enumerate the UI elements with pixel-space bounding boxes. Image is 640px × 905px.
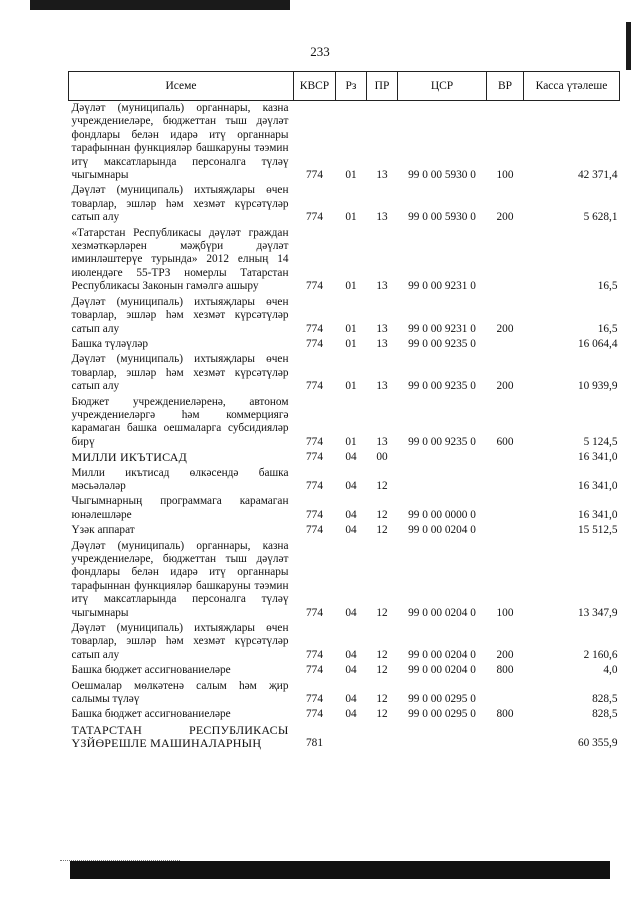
row-csr: 99 0 00 5930 0 (408, 211, 476, 224)
row-amount: 828,5 (592, 708, 618, 721)
row-rz: 04 (345, 508, 357, 521)
row-amount: 16 064,4 (577, 337, 618, 350)
row-pr: 12 (376, 708, 388, 721)
table-row (69, 337, 620, 352)
row-vr: 800 (496, 664, 514, 677)
row-vr: 100 (496, 169, 514, 182)
row-vr (487, 337, 524, 352)
row-vr: 200 (496, 211, 514, 224)
row-rz: 01 (345, 280, 357, 293)
row-vr (487, 466, 524, 495)
row-rz: 04 (345, 664, 357, 677)
row-csr: 99 0 00 9231 0 (408, 280, 476, 293)
row-pr: 13 (376, 169, 388, 182)
table-row (69, 679, 620, 708)
row-rz: 01 (345, 169, 357, 182)
table-row (69, 295, 620, 337)
row-csr: 99 0 00 5930 0 (408, 169, 476, 182)
row-name: Чыгымнарның программага карамаган юнәлешләре (71, 495, 289, 521)
scan-edge-top (30, 0, 290, 10)
row-rz: 04 (345, 648, 357, 661)
row-amount: 10 939,9 (577, 380, 618, 393)
row-amount: 2 160,6 (583, 648, 618, 661)
row-amount: 15 512,5 (577, 524, 618, 537)
row-vr: 200 (496, 380, 514, 393)
row-kvsr: 774 (306, 337, 323, 350)
table-row (69, 466, 620, 495)
table-row (69, 723, 620, 752)
row-vr (487, 523, 524, 538)
row-name: Дәүләт (муниципаль) органнары, казна учреждениеләре, бюджеттан тыш дәүләт фондлары белән идарә итү органнары тарафыннан функцияләр башкаруны тәэмин итү максатларында персоналга түләү чыгымнары (71, 102, 289, 182)
row-rz: 01 (345, 322, 357, 335)
row-vr: 200 (496, 648, 514, 661)
row-vr: 200 (496, 322, 514, 335)
row-pr: 12 (376, 606, 388, 619)
row-amount: 16 341,0 (577, 508, 618, 521)
row-name: Милли икътисад өлкәсендә башка мәсьәләләр (71, 466, 289, 492)
table-row (69, 101, 620, 184)
row-vr (487, 450, 524, 465)
row-csr: 99 0 00 0204 0 (408, 606, 476, 619)
table-row (69, 523, 620, 538)
row-kvsr: 774 (306, 606, 323, 619)
row-name: Дәүләт (муниципаль) ихтыяҗлары өчен товарлар, эшләр һәм хезмәт күрсәтүләр сатып алу (71, 353, 289, 393)
row-csr: 99 0 00 9235 0 (408, 337, 476, 350)
row-vr: 800 (496, 708, 514, 721)
row-rz: 04 (345, 479, 357, 492)
row-amount: 5 124,5 (583, 435, 618, 448)
budget-table (68, 71, 620, 752)
row-kvsr: 774 (306, 648, 323, 661)
row-kvsr: 774 (306, 169, 323, 182)
row-rz: 01 (345, 211, 357, 224)
row-kvsr: 774 (306, 435, 323, 448)
row-name: Дәүләт (муниципаль) ихтыяҗлары өчен товарлар, эшләр һәм хезмәт күрсәтүләр сатып алу (71, 295, 289, 335)
table-row (69, 450, 620, 465)
table-body (69, 101, 620, 752)
row-pr (367, 723, 398, 752)
row-kvsr: 774 (306, 211, 323, 224)
table-row (69, 707, 620, 722)
row-name: Дәүләт (муниципаль) органнары, казна учреждениеләре, бюджеттан тыш дәүләт фондлары белән идарә итү органнары тарафыннан функцияләр башкаруны тәэмин итү максатларында персоналга түләү чыгымнары (71, 539, 289, 619)
row-pr: 00 (376, 451, 388, 464)
row-name: Дәүләт (муниципаль) ихтыяҗлары өчен товарлар, эшләр һәм хезмәт күрсәтүләр сатып алу (71, 184, 289, 224)
row-csr (398, 723, 487, 752)
row-kvsr: 774 (306, 524, 323, 537)
header-csr: ЦСР (398, 72, 487, 101)
row-kvsr: 781 (306, 737, 323, 750)
row-vr (487, 494, 524, 523)
row-name: МИЛЛИ ИКЪТИСАД (71, 450, 187, 465)
row-rz: 04 (345, 708, 357, 721)
row-name: Үзәк аппарат (71, 524, 135, 537)
row-kvsr: 774 (306, 664, 323, 677)
row-csr: 99 0 00 9235 0 (408, 435, 476, 448)
table-row (69, 395, 620, 451)
row-name: Башка бюджет ассигнованиеләре (71, 708, 231, 721)
row-name: Бюджет учреждениеләренә, автоном учреждениеләргә һәм коммерциягә карамаган башка оешмаларга субсидияләр бирү (71, 395, 289, 448)
row-rz: 04 (345, 451, 357, 464)
table-row (69, 494, 620, 523)
row-csr: 99 0 00 0295 0 (408, 708, 476, 721)
row-amount: 4,0 (603, 664, 618, 677)
table-row (69, 352, 620, 394)
row-amount: 60 355,9 (577, 737, 618, 750)
row-csr: 99 0 00 0295 0 (408, 693, 476, 706)
row-amount: 5 628,1 (583, 211, 618, 224)
row-pr: 12 (376, 664, 388, 677)
table-header-row (69, 72, 620, 101)
row-rz: 04 (345, 524, 357, 537)
row-csr (398, 450, 487, 465)
row-pr: 12 (376, 508, 388, 521)
row-vr: 600 (496, 435, 514, 448)
table-row (69, 226, 620, 295)
row-name: Дәүләт (муниципаль) ихтыяҗлары өчен товарлар, эшләр һәм хезмәт күрсәтүләр сатып алу (71, 622, 289, 661)
header-kvsr: КВСР (294, 72, 336, 101)
row-kvsr: 774 (306, 479, 323, 492)
row-vr (487, 723, 524, 752)
header-kassa: Касса үтәлеше (524, 72, 620, 101)
row-rz: 04 (345, 693, 357, 706)
header-rz: Рз (336, 72, 367, 101)
row-csr: 99 0 00 0000 0 (408, 508, 476, 521)
row-pr: 13 (376, 211, 388, 224)
row-pr: 12 (376, 693, 388, 706)
table-row (69, 183, 620, 225)
row-name: «Татарстан Республикасы дәүләт граждан хезмәткәрләрен мәҗбүри дәүләт иминләштерүе турында» 2012 елның 14 июлендәге 55-ТРЗ номерлы Татарстан Республикасы Законын гамәлгә ашыру (71, 226, 289, 293)
row-vr: 100 (496, 606, 514, 619)
row-kvsr: 774 (306, 693, 323, 706)
row-pr: 12 (376, 524, 388, 537)
row-pr: 13 (376, 380, 388, 393)
row-csr: 99 0 00 9235 0 (408, 380, 476, 393)
row-name: ТАТАРСТАН РЕСПУБЛИКАСЫ ҮЗЙӨРЕШЛЕ МАШИНАЛАРНЫҢ (71, 722, 289, 751)
row-kvsr: 774 (306, 451, 323, 464)
row-pr: 13 (376, 435, 388, 448)
row-kvsr: 774 (306, 322, 323, 335)
row-pr: 13 (376, 322, 388, 335)
row-rz: 04 (345, 606, 357, 619)
row-vr (487, 679, 524, 708)
row-amount: 16,5 (597, 280, 618, 293)
row-rz (336, 723, 367, 752)
row-name: Оешмалар мөлкәтенә салым һәм җир салымы түләү (71, 679, 289, 706)
page-number: 233 (310, 44, 330, 59)
table-row (69, 621, 620, 663)
row-rz: 01 (345, 337, 357, 350)
row-csr: 99 0 00 9231 0 (408, 322, 476, 335)
row-kvsr: 774 (306, 708, 323, 721)
row-kvsr: 774 (306, 380, 323, 393)
row-name: Башка түләүләр (71, 337, 149, 350)
row-amount: 13 347,9 (577, 606, 618, 619)
row-pr: 13 (376, 280, 388, 293)
header-vr: ВР (487, 72, 524, 101)
header-pr: ПР (367, 72, 398, 101)
row-amount: 828,5 (592, 693, 618, 706)
row-vr (487, 226, 524, 295)
row-csr: 99 0 00 0204 0 (408, 524, 476, 537)
row-csr (398, 466, 487, 495)
header-name: Исеме (69, 72, 294, 101)
row-csr: 99 0 00 0204 0 (408, 648, 476, 661)
row-amount: 16,5 (597, 322, 618, 335)
row-kvsr: 774 (306, 508, 323, 521)
row-amount: 16 341,0 (577, 479, 618, 492)
scan-edge-bottom (70, 861, 610, 879)
row-pr: 12 (376, 648, 388, 661)
row-amount: 16 341,0 (577, 451, 618, 464)
row-name: Башка бюджет ассигнованиеләре (71, 664, 231, 677)
row-rz: 01 (345, 435, 357, 448)
table-row (69, 539, 620, 621)
row-rz: 01 (345, 380, 357, 393)
row-kvsr: 774 (306, 280, 323, 293)
row-amount: 42 371,4 (577, 169, 618, 182)
row-csr: 99 0 00 0204 0 (408, 664, 476, 677)
row-pr: 12 (376, 479, 388, 492)
table-row (69, 663, 620, 678)
row-pr: 13 (376, 337, 388, 350)
